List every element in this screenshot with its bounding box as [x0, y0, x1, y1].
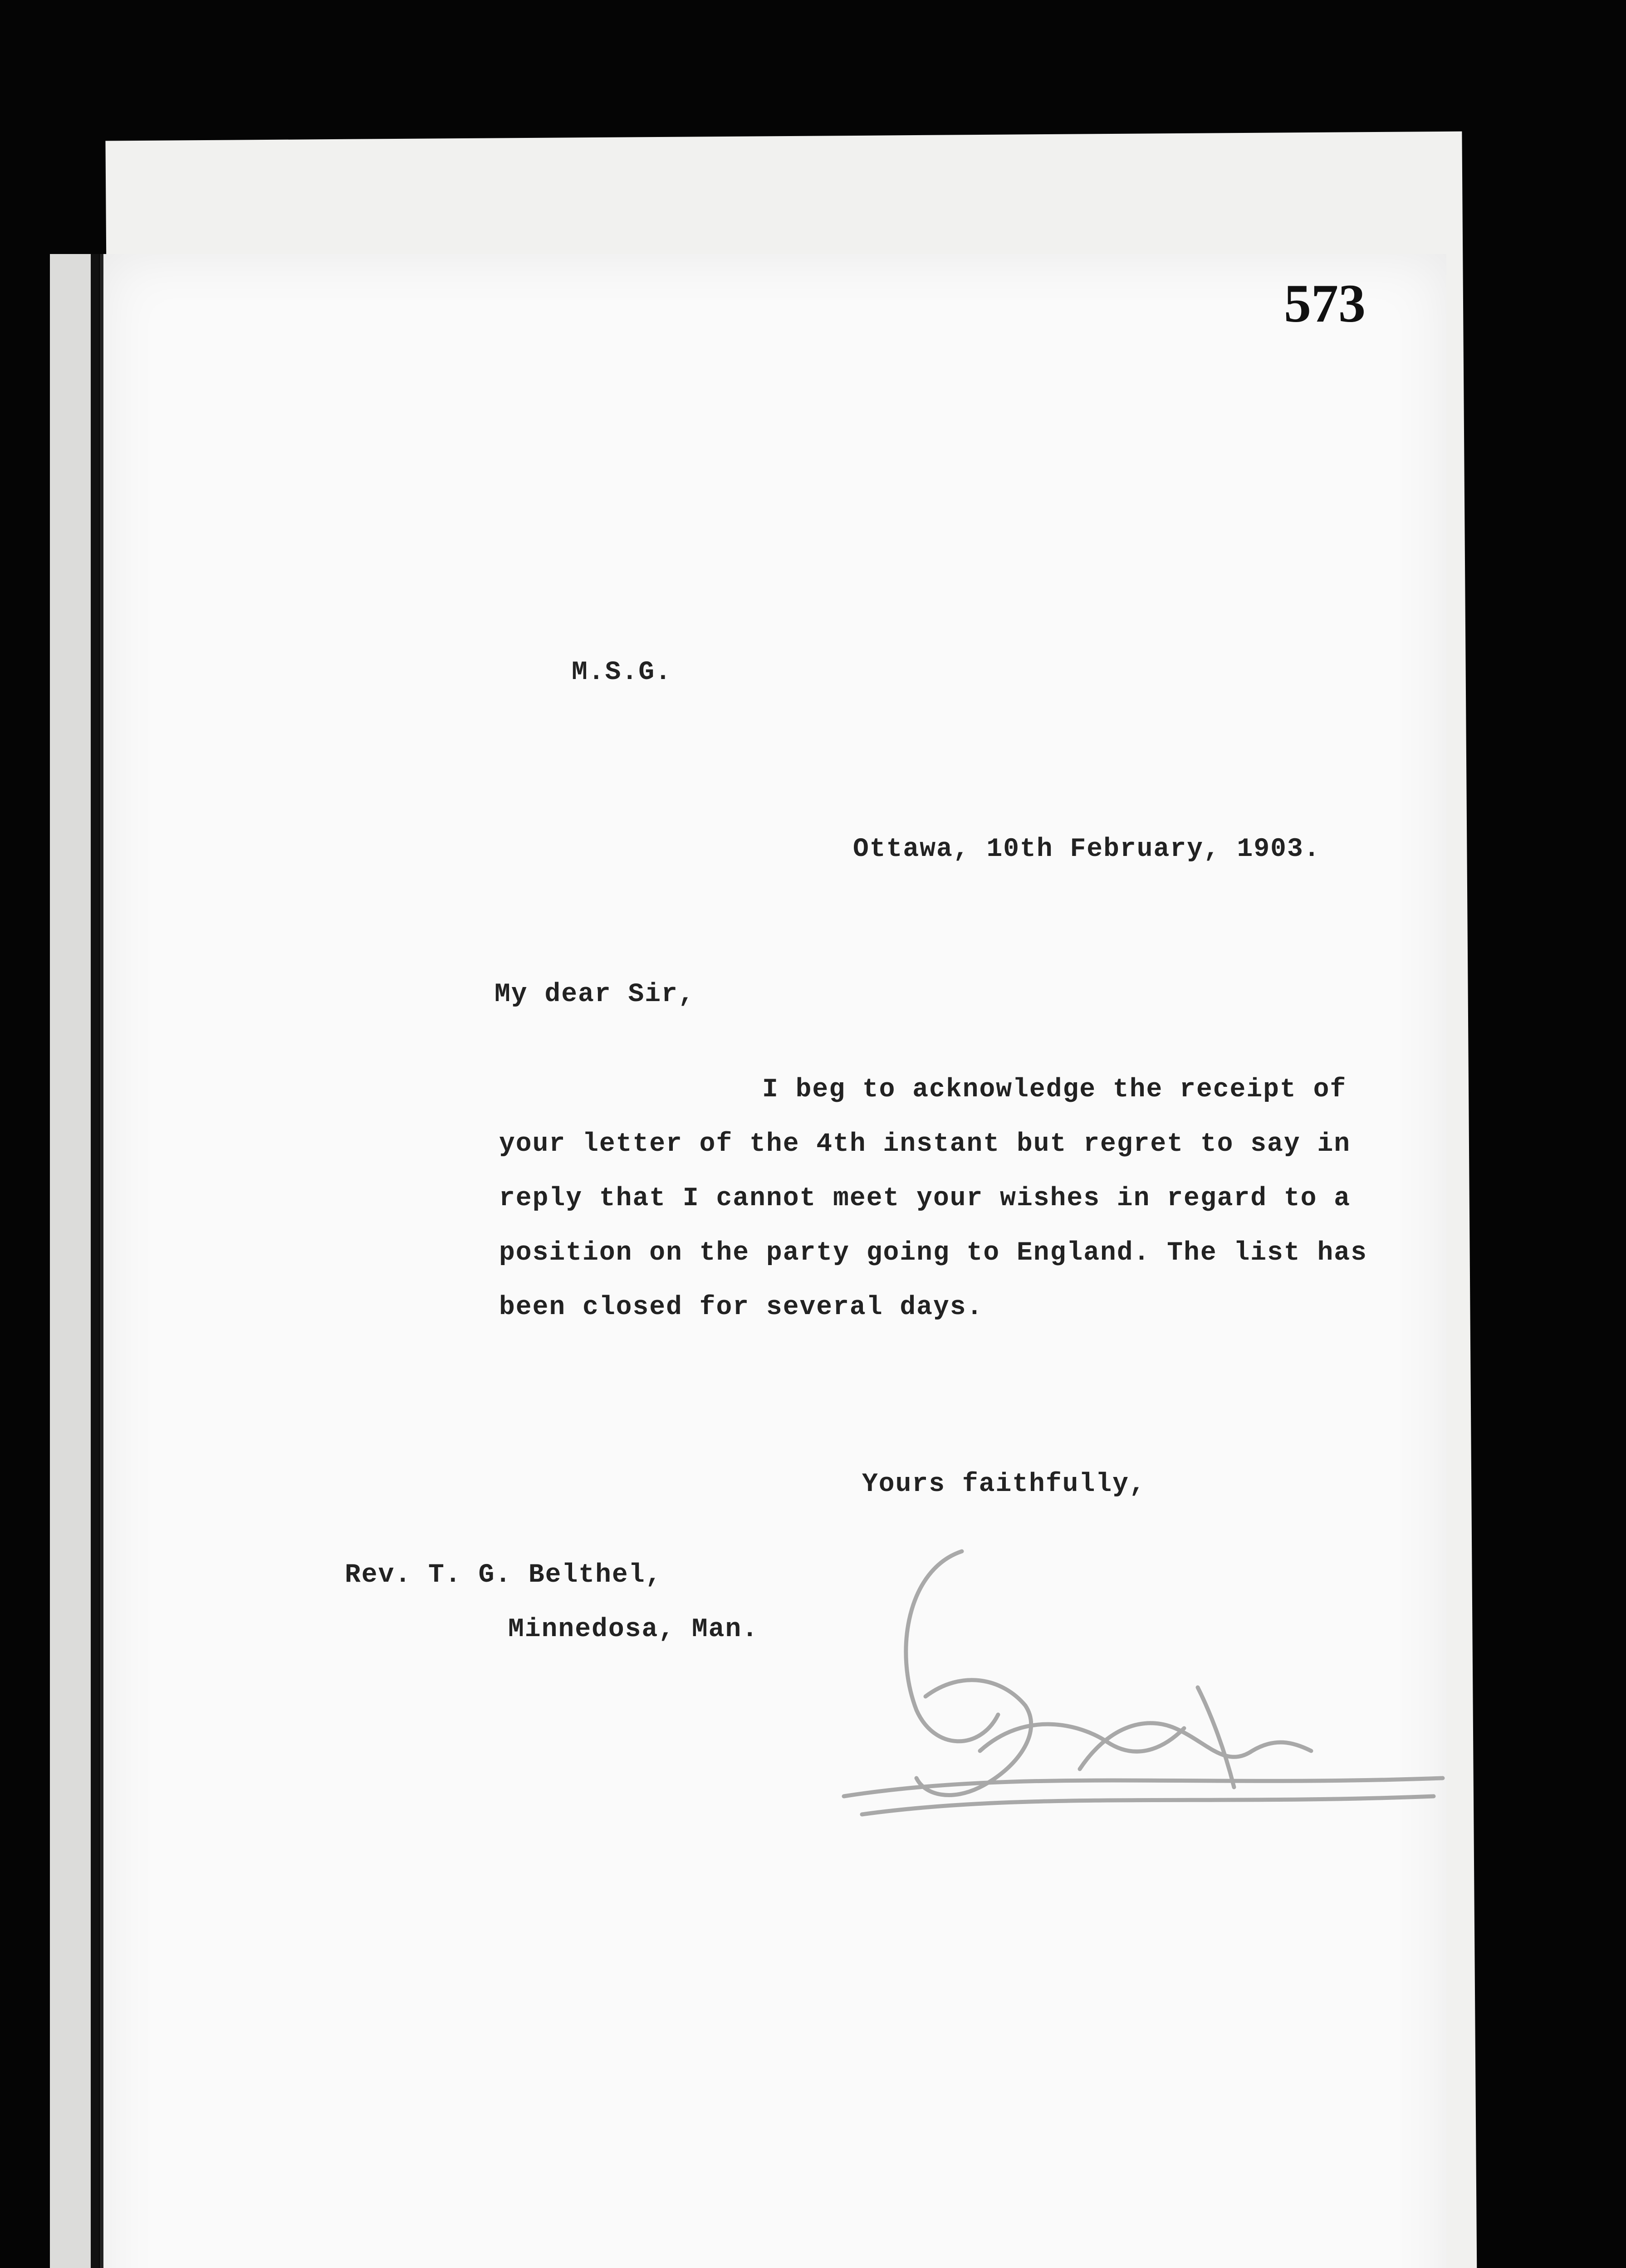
body-line: been closed for several days. [499, 1293, 984, 1322]
closing: Yours faithfully, [862, 1470, 1146, 1499]
dateline: Ottawa, 10th February, 1903. [853, 835, 1321, 864]
salutation: My dear Sir, [495, 980, 695, 1009]
body-line: reply that I cannot meet your wishes in regard to a [499, 1184, 1351, 1213]
binding-strip [50, 254, 99, 2268]
reference-initials: M.S.G. [572, 658, 672, 687]
handwritten-signature [789, 1515, 1452, 1842]
body-line: your letter of the 4th instant but regret to say in [499, 1129, 1351, 1159]
addressee-name: Rev. T. G. Belthel, [345, 1560, 662, 1590]
body-line: position on the party going to England. The list has [499, 1238, 1367, 1268]
folio-number: 573 [1284, 273, 1366, 333]
addressee-location: Minnedosa, Man. [508, 1615, 759, 1644]
body-line: I beg to acknowledge the receipt of [762, 1075, 1347, 1105]
